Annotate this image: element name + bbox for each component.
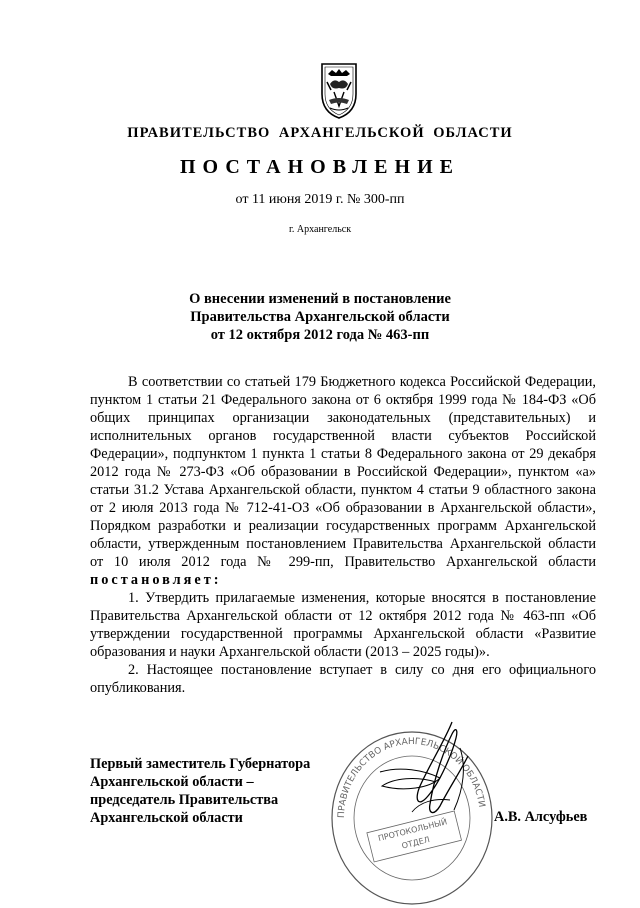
document-date-number: от 11 июня 2019 г. № 300-пп — [235, 192, 405, 207]
document-body — [90, 373, 596, 697]
resolve-word: постановляет — [90, 572, 214, 588]
document-subject — [0, 290, 640, 344]
signatory-position-line: председатель Правительства — [90, 792, 279, 808]
arkhangelsk-coat-of-arms-icon — [316, 60, 362, 120]
signatory-position-line: Архангельской области — [90, 810, 243, 826]
preamble-text: В соответствии со статьей 179 Бюджетного кодекса Российской Федерации, пунктом 1 статьи 21 Федерального закона от 6 октября 1999 года № 184-ФЗ «Об общих принципах организации законодательных (представительных) и исполнительных органов государственной власти субъектов Российской Федерации», подпунктом 1 пункта 1 статьи 8 Федерального закона от 29 декабря 2012 года № 273-ФЗ «Об образовании в Российской Федерации», пунктом «а» статьи 31.2 Устава Архангельской области, пунктом 4 статьи 9 областного закона от 2 июля 2013 года № 712-41-ОЗ «Об образовании в Архангельской области», Порядком разработки и реализации государственных программ Архангельской области, утвержденным постановлением Правительства Архангельской области от 10 июля 2012 года № 299-пп, Правительство Архангельской области — [90, 374, 596, 570]
subject-line: О внесении изменений в постановление — [189, 291, 451, 307]
stamp-ring-text: ПРАВИТЕЛЬСТВО АРХАНГЕЛЬСКОЙ ОБЛАСТИ — [336, 736, 487, 819]
government-title: ПРАВИТЕЛЬСТВО АРХАНГЕЛЬСКОЙ ОБЛАСТИ — [127, 125, 513, 141]
stamp-text: ПРОТОКОЛЬНЫЙ ОТДЕЛ — [377, 817, 449, 851]
item-paragraph-2: 2. Настоящее постановление вступает в силу со дня его официального опубликования. — [90, 662, 596, 696]
handwritten-signature — [360, 716, 490, 826]
document-city: г. Архангельск — [288, 224, 352, 235]
signatory-position — [90, 755, 310, 827]
resolve-colon: : — [213, 572, 222, 588]
document-type: ПОСТАНОВЛЕНИЕ — [180, 156, 460, 178]
signatory-position-line: Первый заместитель Губернатора — [90, 756, 311, 772]
official-stamp — [325, 718, 500, 908]
signatory-name: А.В. Алсуфьев — [494, 809, 588, 825]
preamble-paragraph — [90, 373, 596, 589]
subject-line: от 12 октября 2012 года № 463-пп — [210, 327, 430, 343]
subject-line: Правительства Архангельской области — [190, 309, 450, 325]
item-paragraph-1: 1. Утвердить прилагаемые изменения, которые вносятся в постановление Правительства Архангельской области от 12 октября 2012 года № 463-пп «Об утверждении государственной программы Архангельской области «Развитие образования и науки Архангельской области (2013 – 2025 годы)». — [90, 590, 596, 660]
signatory-position-line: Архангельской области – — [90, 774, 254, 790]
